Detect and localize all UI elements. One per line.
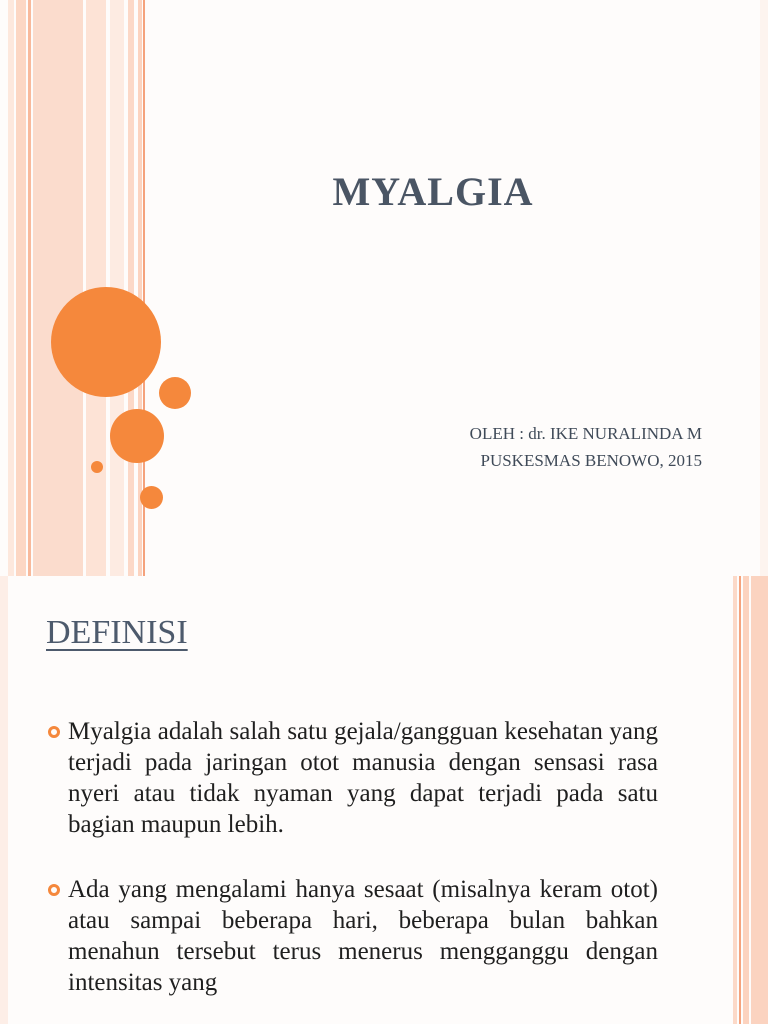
decorative-stripe: [33, 0, 83, 576]
institution-line: PUSKESMAS BENOWO, 2015: [480, 451, 702, 470]
bullet-circle-icon: [48, 726, 60, 738]
bullet-list: [46, 716, 658, 1022]
decorative-stripe: [739, 576, 741, 1024]
decorative-stripe: [760, 0, 768, 576]
decorative-circle: [140, 486, 163, 509]
bullet-circle-icon: [48, 884, 60, 896]
decorative-stripe: [743, 576, 749, 1024]
decorative-stripe: [28, 0, 31, 576]
decorative-circle: [110, 409, 164, 463]
slide-title: MYALGIA: [332, 169, 534, 214]
decorative-circle: [159, 377, 191, 409]
section-heading: DEFINISI: [46, 614, 188, 651]
decorative-circle-large: [51, 287, 161, 397]
bullet-text: Myalgia adalah salah satu gejala/gangguan kesehatan yang terjadi pada jaringan otot manusia dengan sensasi rasa nyeri atau tidak nyaman yang dapat terjadi pada satu bagian maupun lebih.: [68, 718, 658, 838]
decorative-stripe: [8, 0, 14, 576]
decorative-stripe: [16, 0, 26, 576]
decorative-stripe: [128, 0, 134, 576]
decorative-stripe: [0, 576, 8, 1024]
decorative-circle-small: [91, 461, 103, 473]
decorative-stripe: [733, 576, 737, 1024]
list-item: [46, 874, 658, 998]
definition-slide: [0, 576, 768, 1024]
author-line: OLEH : dr. IKE NURALINDA M: [469, 424, 702, 443]
bullet-text: Ada yang mengalami hanya sesaat (misalnya keram otot) atau sampai beberapa hari, beberapa bulan bahkan menahun tersebut terus menerus mengganggu dengan intensitas yang: [68, 876, 658, 996]
decorative-stripe: [751, 576, 768, 1024]
list-item: [46, 716, 658, 840]
